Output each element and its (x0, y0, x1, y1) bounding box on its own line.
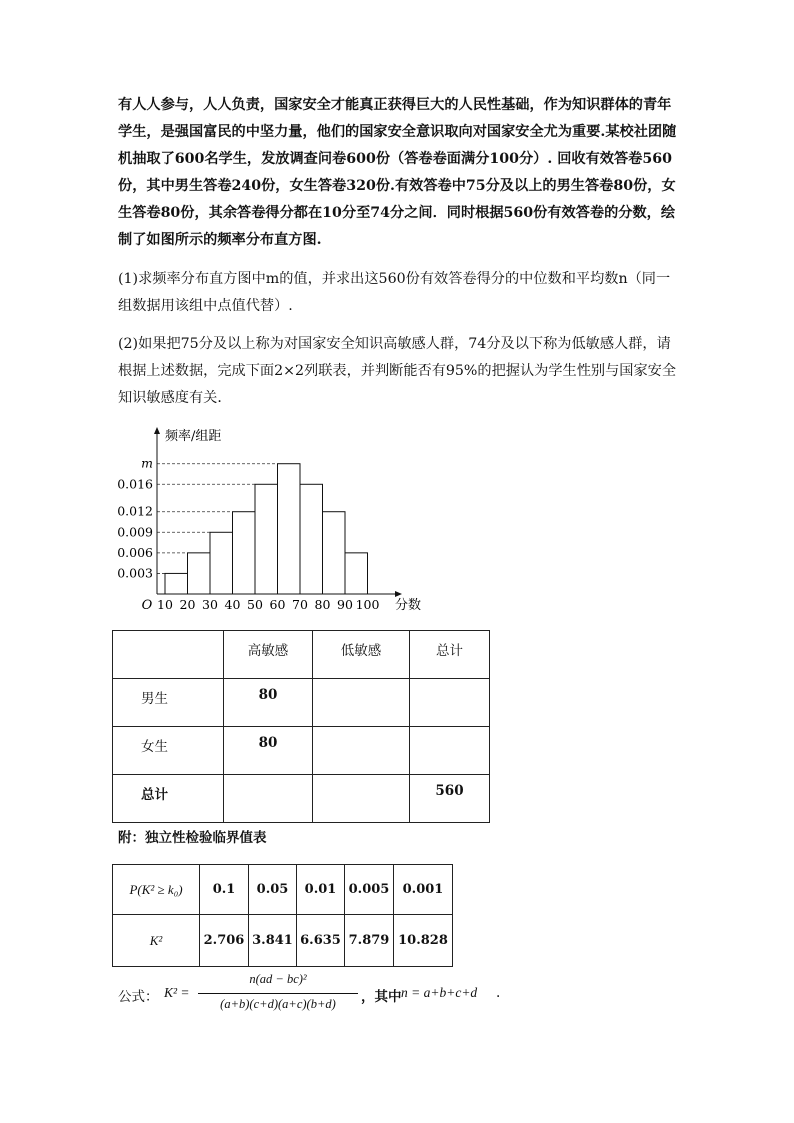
x-tick-label: 30 (202, 597, 218, 612)
x-tick-label: 20 (179, 597, 196, 612)
x-tick-label: 10 (157, 597, 173, 612)
x-tick-label: 60 (269, 597, 286, 612)
formula-prefix: 公式： (118, 989, 159, 1005)
contingency-cell (224, 775, 313, 823)
x-axis-label: 分数 (395, 598, 422, 613)
formula-lhs: K² = (164, 985, 190, 1000)
contingency-cell: 80 (224, 727, 313, 775)
formula-n-def: n = a+b+c+d (401, 985, 478, 1000)
histogram-bar (255, 484, 278, 594)
p-header: P(K² ≥ k₀) (113, 865, 200, 915)
contingency-cell: 80 (224, 679, 313, 727)
p-value-cell: 0.005 (345, 865, 394, 915)
x-tick-label: 100 (355, 597, 380, 612)
contingency-header-cell: 高敏感 (224, 631, 313, 679)
formula-end: . (496, 985, 501, 1001)
histogram-bar (300, 484, 323, 594)
k-value-cell: 7.879 (345, 915, 394, 967)
contingency-cell: 560 (410, 775, 490, 823)
p-value-cell: 0.05 (249, 865, 297, 915)
histogram-bar (278, 464, 301, 594)
y-tick-label: 0.006 (117, 544, 153, 560)
k-value-cell: 3.841 (249, 915, 297, 967)
y-axis-label: 频率/组距 (165, 429, 222, 444)
y-axis-arrow (154, 427, 160, 434)
contingency-header-cell (113, 631, 224, 679)
frequency-histogram (110, 420, 440, 620)
formula (118, 972, 538, 1018)
contingency-cell: 总计 (113, 775, 224, 823)
x-axis-arrow (395, 591, 402, 597)
contingency-cell: 男生 (113, 679, 224, 727)
contingency-row (113, 775, 490, 823)
contingency-row (113, 727, 490, 775)
histogram-bar (210, 532, 233, 594)
x-tick-label: 90 (337, 597, 353, 612)
fraction-bar (198, 993, 358, 994)
formula-where: ，其中 (361, 989, 402, 1005)
question-1: (1)求频率分布直方图中m的值，并求出这560份有效答卷得分的中位数和平均数n（同一组数据用该组中点值代替）. (118, 271, 671, 314)
k-header: K² (113, 915, 200, 967)
contingency-cell (410, 679, 490, 727)
p-value-cell: 0.1 (200, 865, 249, 915)
k-value-cell: 2.706 (200, 915, 249, 967)
y-tick-label: m (141, 455, 153, 471)
y-tick-label: 0.016 (117, 476, 153, 492)
problem-intro: 有人人参与，人人负责，国家安全才能真正获得巨大的人民性基础，作为知识群体的青年学生，是强国富民的中坚力量，他们的国家安全意识取向对国家安全尤为重要.某校社团随机抽取了600名学生，发放调查问卷600份（答卷卷面满分100分）. 回收有效答卷560份，其中男生答卷240份，女生答卷320份.有效答卷中75分及以上的男生答卷80份，女生答卷80份，其余答卷得分都在10分至74分之间．同时根据560份有效答卷的分数，绘制了如图所示的频率分布直方图. (118, 97, 677, 248)
x-tick-label: 40 (224, 597, 241, 612)
contingency-cell (410, 727, 490, 775)
contingency-cell (313, 679, 410, 727)
p-value-cell: 0.01 (297, 865, 345, 915)
origin-label: O (141, 598, 153, 613)
contingency-table (112, 630, 490, 823)
critical-table-title: 附：独立性检验临界值表 (118, 830, 267, 846)
contingency-header-cell: 低敏感 (313, 631, 410, 679)
histogram-bar (188, 553, 211, 594)
critical-value-table (112, 864, 453, 967)
y-tick-label: 0.012 (117, 503, 153, 519)
x-tick-label: 70 (292, 597, 308, 612)
formula-numerator: n(ad − bc)² (249, 972, 307, 986)
x-tick-label: 80 (314, 597, 331, 612)
contingency-cell (313, 727, 410, 775)
x-tick-label: 50 (247, 597, 263, 612)
contingency-header-row (113, 631, 490, 679)
formula-denominator: (a+b)(c+d)(a+c)(b+d) (220, 997, 336, 1011)
contingency-cell: 女生 (113, 727, 224, 775)
y-tick-label: 0.003 (117, 565, 153, 581)
histogram-bar (165, 573, 188, 594)
p-value-cell: 0.001 (394, 865, 453, 915)
histogram-bar (323, 512, 346, 594)
histogram-bar (233, 512, 256, 594)
contingency-cell (313, 775, 410, 823)
y-tick-label: 0.009 (117, 524, 153, 540)
histogram-bar (345, 553, 368, 594)
question-2: (2)如果把75分及以上称为对国家安全知识高敏感人群，74分及以下称为低敏感人群，请根据上述数据，完成下面2×2列联表，并判断能否有95%的把握认为学生性别与国家安全知识敏感度有关． (118, 336, 677, 406)
contingency-header-cell: 总计 (410, 631, 490, 679)
k-value-cell: 10.828 (394, 915, 453, 967)
k-value-cell: 6.635 (297, 915, 345, 967)
contingency-row (113, 679, 490, 727)
